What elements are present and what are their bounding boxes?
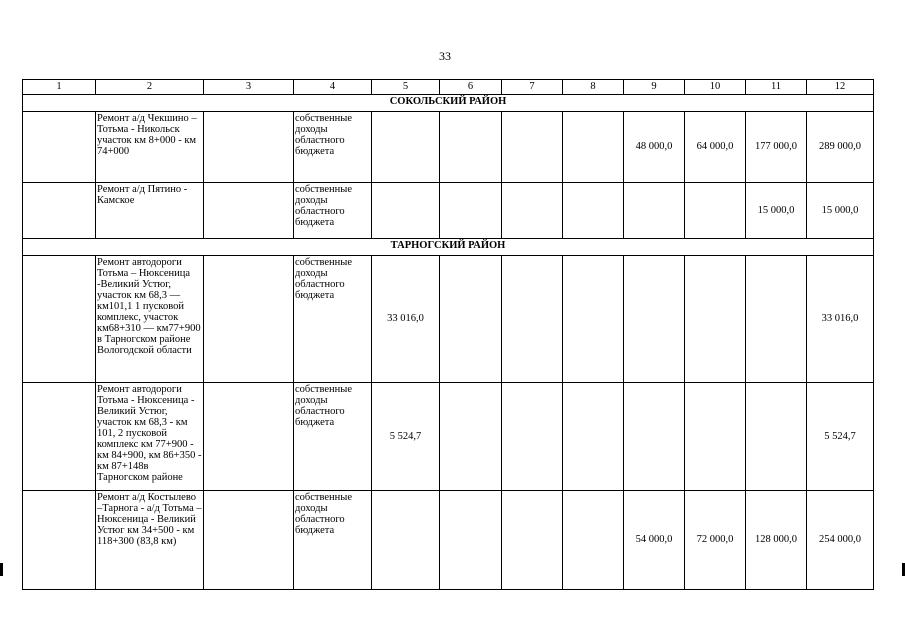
amount-col7: [502, 383, 563, 491]
amount-col11: [746, 256, 807, 383]
amount-col5: [372, 183, 440, 239]
table-row: [23, 383, 874, 491]
amount-col6: [440, 256, 502, 383]
work-description: Ремонт а/д Костылево –Тарнога - а/д Тотьма – Нюксеница - Великий Устюг км 34+500 - км 118+300 (83,8 км): [96, 491, 204, 590]
amount-col12: 33 016,0: [807, 256, 874, 383]
header-cell: 4: [294, 80, 372, 95]
amount-col12: 254 000,0: [807, 491, 874, 590]
amount-col9: [624, 383, 685, 491]
cell-col3: [204, 112, 294, 183]
amount-col9: [624, 183, 685, 239]
cell-col3: [204, 383, 294, 491]
amount-col7: [502, 491, 563, 590]
amount-col9: 54 000,0: [624, 491, 685, 590]
amount-col5: 5 524,7: [372, 383, 440, 491]
cell-col3: [204, 491, 294, 590]
header-cell: 9: [624, 80, 685, 95]
funding-source: собственные доходы областного бюджета: [294, 383, 372, 491]
amount-col12: 5 524,7: [807, 383, 874, 491]
amount-col7: [502, 183, 563, 239]
funding-source: собственные доходы областного бюджета: [294, 183, 372, 239]
district-name: СОКОЛЬСКИЙ РАЙОН: [23, 95, 874, 112]
amount-col11: 177 000,0: [746, 112, 807, 183]
amount-col10: [685, 183, 746, 239]
amount-col8: [563, 491, 624, 590]
amount-col8: [563, 383, 624, 491]
amount-col8: [563, 183, 624, 239]
amount-col5: [372, 112, 440, 183]
amount-col11: 15 000,0: [746, 183, 807, 239]
page-number: 33: [439, 49, 451, 63]
amount-col5: 33 016,0: [372, 256, 440, 383]
header-cell: 12: [807, 80, 874, 95]
header-cell: 7: [502, 80, 563, 95]
amount-col11: 128 000,0: [746, 491, 807, 590]
work-description: Ремонт а/д Пятино - Камское: [96, 183, 204, 239]
cell-col3: [204, 256, 294, 383]
amount-col5: [372, 491, 440, 590]
amount-col9: [624, 256, 685, 383]
amount-col7: [502, 112, 563, 183]
amount-col6: [440, 183, 502, 239]
funding-source: собственные доходы областного бюджета: [294, 256, 372, 383]
header-cell: 5: [372, 80, 440, 95]
budget-table: [22, 79, 874, 590]
cell-col1: [23, 112, 96, 183]
amount-col6: [440, 112, 502, 183]
cell-col1: [23, 491, 96, 590]
header-cell: 6: [440, 80, 502, 95]
amount-col9: 48 000,0: [624, 112, 685, 183]
district-row: [23, 95, 874, 112]
funding-source: собственные доходы областного бюджета: [294, 112, 372, 183]
amount-col12: 289 000,0: [807, 112, 874, 183]
header-cell: 2: [96, 80, 204, 95]
header-cell: 1: [23, 80, 96, 95]
cell-col1: [23, 383, 96, 491]
header-cell: 8: [563, 80, 624, 95]
district-row: [23, 239, 874, 256]
left-edge-mark: [0, 563, 3, 576]
amount-col8: [563, 112, 624, 183]
work-description: Ремонт автодороги Тотьма - Нюксеница - Великий Устюг, участок км 68,3 - км 101, 2 пусковой комплекс км 77+900 - км 84+900, км 86+350 - км 87+148в Тарногском районе: [96, 383, 204, 491]
cell-col1: [23, 183, 96, 239]
amount-col10: 64 000,0: [685, 112, 746, 183]
amount-col10: 72 000,0: [685, 491, 746, 590]
work-description: Ремонт а/д Чекшино – Тотьма - Никольск участок км 8+000 - км 74+000: [96, 112, 204, 183]
cell-col3: [204, 183, 294, 239]
cell-col1: [23, 256, 96, 383]
table-row: [23, 183, 874, 239]
header-row: [23, 80, 874, 95]
header-cell: 11: [746, 80, 807, 95]
amount-col8: [563, 256, 624, 383]
amount-col10: [685, 383, 746, 491]
amount-col6: [440, 491, 502, 590]
header-cell: 10: [685, 80, 746, 95]
funding-source: собственные доходы областного бюджета: [294, 491, 372, 590]
amount-col7: [502, 256, 563, 383]
amount-col10: [685, 256, 746, 383]
amount-col12: 15 000,0: [807, 183, 874, 239]
work-description: Ремонт автодороги Тотьма – Нюксеница -Великий Устюг, участок км 68,3 — км101,1 1 пусковой комплекс, участок км68+310 — км77+900 в Тарногском районе Вологодской области: [96, 256, 204, 383]
district-name: ТАРНОГСКИЙ РАЙОН: [23, 239, 874, 256]
header-cell: 3: [204, 80, 294, 95]
amount-col11: [746, 383, 807, 491]
table-row: [23, 112, 874, 183]
table-row: [23, 491, 874, 590]
amount-col6: [440, 383, 502, 491]
table-row: [23, 256, 874, 383]
